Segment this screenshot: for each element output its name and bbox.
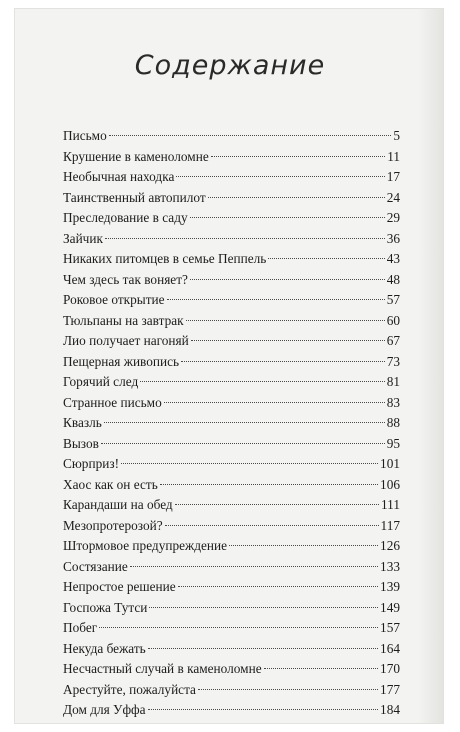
dot-leader [105, 238, 385, 239]
dot-leader [121, 463, 378, 464]
toc-entry-title: Чем здесь так воняет? [63, 271, 188, 287]
toc-entry-title: Вызов [63, 435, 99, 451]
dot-leader [130, 566, 378, 567]
dot-leader [211, 156, 385, 157]
toc-entry-title: Состязание [63, 558, 128, 574]
toc-entry [63, 167, 400, 188]
dot-leader [186, 320, 385, 321]
toc-entry-title: Роковое открытие [63, 292, 165, 307]
toc-entry-page-number: 101 [380, 456, 400, 471]
toc-entry [63, 331, 400, 352]
toc-entry-title: Штормовое предупреждение [63, 538, 227, 553]
toc-entry-title: Письмо [63, 128, 107, 143]
toc-entry [63, 516, 400, 537]
toc-entry-page-number: 57 [386, 292, 400, 307]
toc-entry [63, 208, 400, 229]
toc-entry [63, 598, 400, 619]
toc-entry-page-number: 48 [386, 271, 400, 287]
toc-entry-title: Непростое решение [63, 579, 176, 594]
toc-entry-title: Арестуйте, пожалуйста [63, 681, 196, 697]
toc-entry-page-number: 60 [386, 312, 400, 328]
dot-leader [109, 135, 392, 136]
dot-leader [165, 525, 379, 526]
toc-entry-page-number: 117 [380, 517, 400, 533]
toc-entry [63, 618, 400, 639]
toc-entry [63, 413, 400, 434]
toc-entry-page-number: 67 [386, 333, 400, 348]
dot-leader [178, 586, 378, 587]
toc-entry-title: Крушение в каменоломне [63, 148, 209, 164]
toc-entry [63, 188, 400, 209]
toc-entry [63, 659, 400, 680]
toc-entry-page-number: 5 [393, 128, 400, 143]
page-title: Содержание [134, 50, 326, 81]
page-edge-shadow [418, 8, 444, 724]
dot-leader [164, 402, 385, 403]
dot-leader [148, 709, 379, 710]
toc-entry-page-number: 43 [386, 251, 400, 266]
toc-entry-page-number: 24 [386, 189, 400, 205]
toc-entry-title: Необычная находка [63, 169, 175, 184]
toc-entry-page-number: 81 [386, 374, 400, 389]
toc-entry-title: Некуда бежать [63, 640, 146, 656]
table-of-contents [63, 126, 400, 721]
dot-leader [175, 504, 379, 505]
toc-entry-page-number: 73 [386, 353, 400, 369]
toc-entry [63, 126, 400, 147]
toc-entry-title: Несчастный случай в каменоломне [63, 661, 262, 676]
dot-leader [176, 176, 384, 177]
toc-entry-title: Зайчик [63, 230, 103, 246]
toc-entry [63, 249, 400, 270]
toc-entry [63, 700, 400, 721]
toc-entry [63, 495, 400, 516]
toc-entry-title: Странное письмо [63, 394, 162, 410]
toc-entry-title: Таинственный автопилот [63, 189, 206, 205]
toc-entry [63, 434, 400, 455]
toc-entry-page-number: 126 [380, 538, 400, 553]
toc-entry-title: Преследование в саду [63, 210, 188, 225]
toc-entry [63, 372, 400, 393]
toc-entry-page-number: 164 [380, 640, 400, 656]
toc-entry-title: Горячий след [63, 374, 139, 389]
dot-leader [190, 279, 385, 280]
toc-entry-page-number: 17 [386, 169, 400, 184]
toc-entry-title: Никаких питомцев в семье Пеппель [63, 251, 267, 266]
dot-leader [191, 340, 385, 341]
toc-entry-page-number: 111 [381, 497, 400, 512]
toc-entry [63, 475, 400, 496]
toc-entry-title: Квазль [63, 415, 102, 430]
toc-entry-page-number: 88 [386, 415, 400, 430]
dot-leader [190, 217, 385, 218]
toc-entry-title: Сюрприз! [63, 456, 120, 471]
toc-entry [63, 290, 400, 311]
toc-entry-page-number: 95 [386, 435, 400, 451]
toc-entry-title: Пещерная живопись [63, 353, 180, 369]
toc-entry-page-number: 133 [380, 558, 400, 574]
dot-leader [148, 648, 378, 649]
toc-entry [63, 680, 400, 701]
toc-entry-page-number: 170 [380, 661, 400, 676]
toc-entry-title: Мезопротерозой? [63, 517, 163, 533]
toc-entry-page-number: 157 [380, 620, 400, 635]
dot-leader [167, 299, 385, 300]
dot-leader [99, 627, 378, 628]
dot-leader [181, 361, 385, 362]
toc-entry-title: Хаос как он есть [63, 476, 158, 492]
toc-entry-title: Лио получает нагоняй [63, 333, 189, 348]
dot-leader [208, 197, 385, 198]
toc-entry-page-number: 106 [380, 476, 400, 492]
dot-leader [268, 258, 384, 259]
toc-entry-page-number: 11 [387, 148, 400, 164]
dot-leader [160, 484, 378, 485]
toc-entry [63, 639, 400, 660]
dot-leader [198, 689, 378, 690]
toc-entry [63, 557, 400, 578]
dot-leader [149, 607, 378, 608]
toc-entry-title: Тюльпаны на завтрак [63, 312, 184, 328]
dot-leader [140, 381, 384, 382]
toc-entry-title: Карандаши на обед [63, 497, 173, 512]
dot-leader [229, 545, 378, 546]
toc-entry-page-number: 36 [386, 230, 400, 246]
toc-entry [63, 352, 400, 373]
toc-entry [63, 229, 400, 250]
toc-entry [63, 311, 400, 332]
toc-entry [63, 577, 400, 598]
dot-leader [104, 422, 385, 423]
toc-entry [63, 536, 400, 557]
dot-leader [264, 668, 378, 669]
toc-entry-page-number: 149 [380, 599, 400, 615]
toc-entry-page-number: 83 [386, 394, 400, 410]
toc-entry-page-number: 29 [386, 210, 400, 225]
toc-entry-page-number: 184 [380, 702, 400, 717]
toc-entry-title: Побег [63, 620, 98, 635]
dot-leader [101, 443, 385, 444]
toc-entry-page-number: 139 [380, 579, 400, 594]
toc-entry [63, 147, 400, 168]
toc-entry-title: Дом для Уффа [63, 702, 146, 717]
toc-entry [63, 270, 400, 291]
toc-entry [63, 454, 400, 475]
toc-entry-page-number: 177 [380, 681, 400, 697]
toc-entry [63, 393, 400, 414]
toc-entry-title: Госпожа Тутси [63, 599, 148, 615]
